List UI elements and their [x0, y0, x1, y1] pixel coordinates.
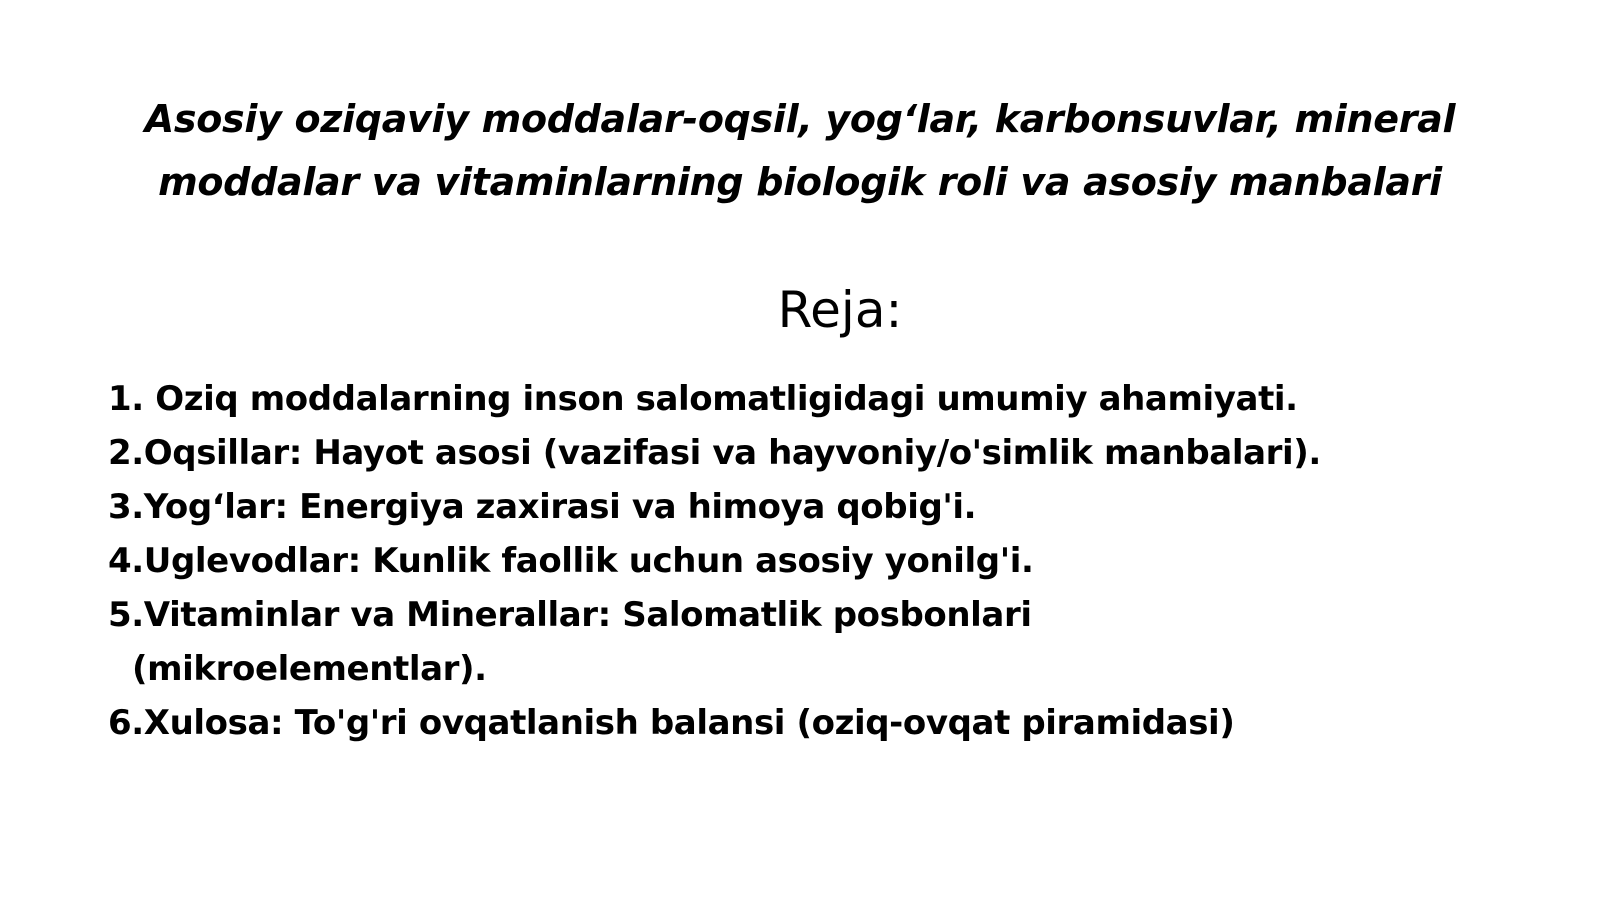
plan-item-text: 5.Vitaminlar va Minerallar: Salomatlik posbonlari	[108, 595, 1032, 635]
plan-item-1	[108, 372, 1528, 426]
plan-item-6	[108, 696, 1528, 750]
plan-item-3	[108, 480, 1528, 534]
slide-title-line-1: Asosiy oziqaviy moddalar-oqsil, yog‘lar, karbonsuvlar, mineral	[144, 97, 1456, 141]
slide-title-line-2: moddalar va vitaminlarning biologik roli va asosiy manbalari	[158, 160, 1442, 204]
slide-title	[120, 88, 1480, 214]
plan-list	[108, 372, 1528, 750]
plan-item-5	[108, 588, 1528, 696]
plan-item-text: 1. Oziq moddalarning inson salomatligidagi umumiy ahamiyati.	[108, 379, 1298, 419]
plan-item-4	[108, 534, 1528, 588]
plan-item-text: 6.Xulosa: To'g'ri ovqatlanish balansi (oziq-ovqat piramidasi)	[108, 703, 1235, 743]
plan-item-text: 4.Uglevodlar: Kunlik faollik uchun asosiy yonilg'i.	[108, 541, 1034, 581]
plan-item-2	[108, 426, 1528, 480]
plan-item-text: 3.Yog‘lar: Energiya zaxirasi va himoya qobig'i.	[108, 487, 977, 527]
plan-item-text: 2.Oqsillar: Hayot asosi (vazifasi va hayvoniy/o'simlik manbalari).	[108, 433, 1321, 473]
plan-item-continuation: (mikroelementlar).	[132, 649, 487, 689]
plan-heading: Reja:	[777, 281, 903, 339]
